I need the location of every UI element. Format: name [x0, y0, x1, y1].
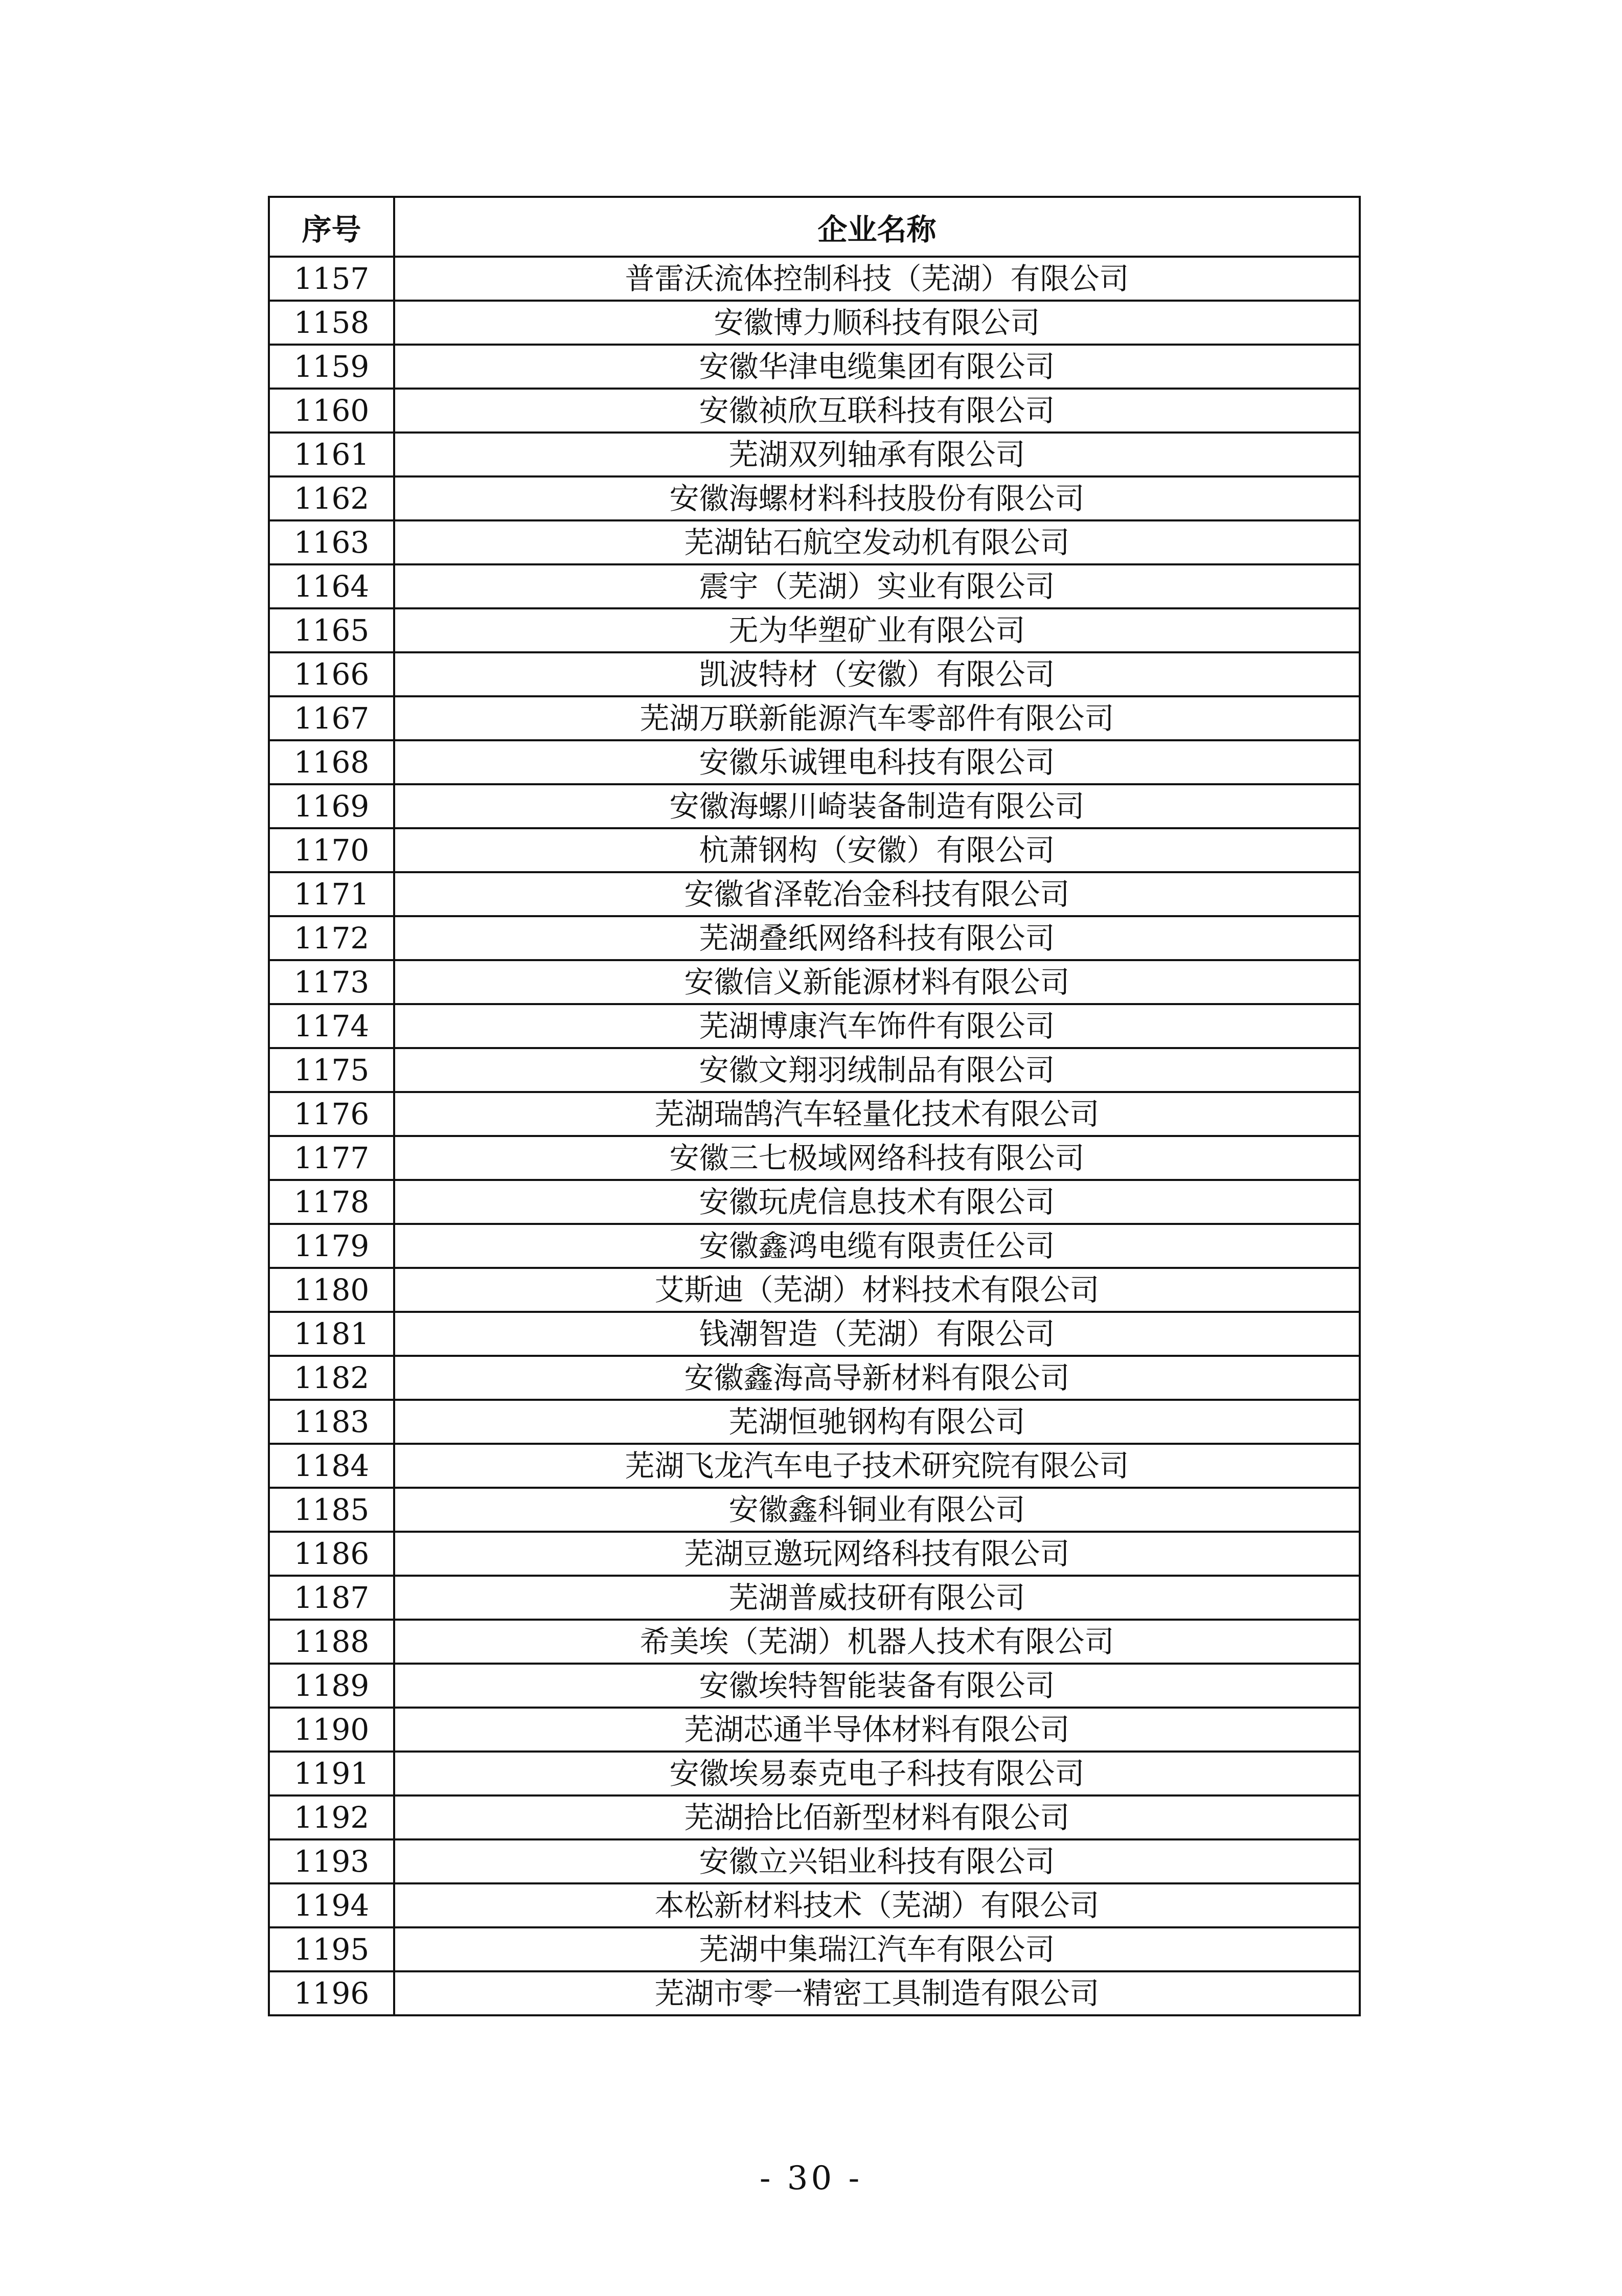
company-name-cell: 安徽立兴铝业科技有限公司 [394, 1839, 1360, 1883]
table-row [269, 520, 1360, 564]
table-row [269, 1400, 1360, 1444]
company-name-cell: 震宇（芜湖）实业有限公司 [394, 564, 1360, 608]
table-row [269, 1708, 1360, 1752]
company-name-cell: 安徽海螺材料科技股份有限公司 [394, 476, 1360, 520]
company-name-cell: 安徽鑫科铜业有限公司 [394, 1488, 1360, 1532]
serial-number-cell: 1172 [269, 916, 394, 960]
table-row [269, 696, 1360, 740]
company-name-cell: 安徽埃特智能装备有限公司 [394, 1664, 1360, 1708]
table-row [269, 1356, 1360, 1400]
company-name-cell: 安徽文翔羽绒制品有限公司 [394, 1048, 1360, 1092]
serial-number-cell: 1180 [269, 1268, 394, 1312]
serial-number-cell: 1190 [269, 1708, 394, 1752]
table-row [269, 476, 1360, 520]
table-row [269, 433, 1360, 476]
company-name-cell: 芜湖飞龙汽车电子技术研究院有限公司 [394, 1444, 1360, 1488]
serial-number-cell: 1194 [269, 1883, 394, 1927]
table-row [269, 1004, 1360, 1048]
serial-number-cell: 1176 [269, 1092, 394, 1136]
serial-number-cell: 1168 [269, 740, 394, 784]
table-row [269, 1620, 1360, 1664]
table-row [269, 1136, 1360, 1180]
table-row [269, 257, 1360, 301]
company-name-cell: 安徽华津电缆集团有限公司 [394, 345, 1360, 389]
company-name-cell: 普雷沃流体控制科技（芜湖）有限公司 [394, 257, 1360, 301]
table-row [269, 389, 1360, 433]
table-row [269, 784, 1360, 828]
serial-number-cell: 1157 [269, 257, 394, 301]
table-row [269, 608, 1360, 652]
company-name-cell: 安徽海螺川崎装备制造有限公司 [394, 784, 1360, 828]
serial-number-cell: 1166 [269, 652, 394, 696]
serial-number-cell: 1169 [269, 784, 394, 828]
company-name-cell: 芜湖叠纸网络科技有限公司 [394, 916, 1360, 960]
serial-number-cell: 1192 [269, 1795, 394, 1839]
serial-number-cell: 1158 [269, 301, 394, 345]
company-name-cell: 钱潮智造（芜湖）有限公司 [394, 1312, 1360, 1356]
table-row [269, 1048, 1360, 1092]
table-row [269, 1971, 1360, 2015]
header-serial-number: 序号 [269, 197, 394, 257]
serial-number-cell: 1188 [269, 1620, 394, 1664]
table-row [269, 1664, 1360, 1708]
company-name-cell: 芜湖市零一精密工具制造有限公司 [394, 1971, 1360, 2015]
serial-number-cell: 1170 [269, 828, 394, 872]
company-name-cell: 凯波特材（安徽）有限公司 [394, 652, 1360, 696]
table-row [269, 1092, 1360, 1136]
company-name-cell: 芜湖拾比佰新型材料有限公司 [394, 1795, 1360, 1839]
serial-number-cell: 1164 [269, 564, 394, 608]
company-name-cell: 芜湖豆邀玩网络科技有限公司 [394, 1532, 1360, 1576]
table-row [269, 1180, 1360, 1224]
company-name-cell: 本松新材料技术（芜湖）有限公司 [394, 1883, 1360, 1927]
company-name-cell: 安徽博力顺科技有限公司 [394, 301, 1360, 345]
company-name-cell: 安徽玩虎信息技术有限公司 [394, 1180, 1360, 1224]
serial-number-cell: 1193 [269, 1839, 394, 1883]
serial-number-cell: 1165 [269, 608, 394, 652]
table-row [269, 1927, 1360, 1971]
table-row [269, 872, 1360, 916]
company-name-cell: 无为华塑矿业有限公司 [394, 608, 1360, 652]
company-name-cell: 安徽鑫鸿电缆有限责任公司 [394, 1224, 1360, 1268]
table-row [269, 1444, 1360, 1488]
company-table [268, 196, 1361, 2016]
company-name-cell: 希美埃（芜湖）机器人技术有限公司 [394, 1620, 1360, 1664]
company-name-cell: 芜湖中集瑞江汽车有限公司 [394, 1927, 1360, 1971]
serial-number-cell: 1174 [269, 1004, 394, 1048]
company-name-cell: 安徽祯欣互联科技有限公司 [394, 389, 1360, 433]
table-row [269, 1883, 1360, 1927]
serial-number-cell: 1183 [269, 1400, 394, 1444]
table-row [269, 960, 1360, 1004]
company-name-cell: 杭萧钢构（安徽）有限公司 [394, 828, 1360, 872]
serial-number-cell: 1196 [269, 1971, 394, 2015]
serial-number-cell: 1184 [269, 1444, 394, 1488]
serial-number-cell: 1162 [269, 476, 394, 520]
serial-number-cell: 1195 [269, 1927, 394, 1971]
table-row [269, 740, 1360, 784]
page-number: - 30 - [759, 2159, 863, 2197]
company-name-cell: 安徽省泽乾冶金科技有限公司 [394, 872, 1360, 916]
serial-number-cell: 1187 [269, 1576, 394, 1620]
table-row [269, 1224, 1360, 1268]
serial-number-cell: 1186 [269, 1532, 394, 1576]
table-row [269, 564, 1360, 608]
table-body [269, 257, 1360, 2015]
company-name-cell: 芜湖恒驰钢构有限公司 [394, 1400, 1360, 1444]
serial-number-cell: 1177 [269, 1136, 394, 1180]
table-row [269, 1752, 1360, 1795]
company-name-cell: 安徽埃易泰克电子科技有限公司 [394, 1752, 1360, 1795]
company-name-cell: 艾斯迪（芜湖）材料技术有限公司 [394, 1268, 1360, 1312]
serial-number-cell: 1161 [269, 433, 394, 476]
table-row [269, 301, 1360, 345]
company-name-cell: 安徽三七极域网络科技有限公司 [394, 1136, 1360, 1180]
table-row [269, 1532, 1360, 1576]
table-header-row [269, 197, 1360, 257]
company-name-cell: 芜湖双列轴承有限公司 [394, 433, 1360, 476]
serial-number-cell: 1175 [269, 1048, 394, 1092]
serial-number-cell: 1189 [269, 1664, 394, 1708]
serial-number-cell: 1159 [269, 345, 394, 389]
company-name-cell: 芜湖瑞鹄汽车轻量化技术有限公司 [394, 1092, 1360, 1136]
header-company-name: 企业名称 [394, 197, 1360, 257]
table-row [269, 828, 1360, 872]
company-name-cell: 芜湖博康汽车饰件有限公司 [394, 1004, 1360, 1048]
serial-number-cell: 1181 [269, 1312, 394, 1356]
serial-number-cell: 1163 [269, 520, 394, 564]
serial-number-cell: 1167 [269, 696, 394, 740]
serial-number-cell: 1182 [269, 1356, 394, 1400]
table-row [269, 345, 1360, 389]
table-row [269, 652, 1360, 696]
table-row [269, 1312, 1360, 1356]
company-name-cell: 安徽鑫海高导新材料有限公司 [394, 1356, 1360, 1400]
serial-number-cell: 1185 [269, 1488, 394, 1532]
table-row [269, 1839, 1360, 1883]
company-name-cell: 安徽乐诚锂电科技有限公司 [394, 740, 1360, 784]
company-name-cell: 芜湖普威技研有限公司 [394, 1576, 1360, 1620]
serial-number-cell: 1160 [269, 389, 394, 433]
serial-number-cell: 1179 [269, 1224, 394, 1268]
serial-number-cell: 1173 [269, 960, 394, 1004]
table-row [269, 1268, 1360, 1312]
table-row [269, 1795, 1360, 1839]
table-row [269, 916, 1360, 960]
serial-number-cell: 1171 [269, 872, 394, 916]
company-name-cell: 安徽信义新能源材料有限公司 [394, 960, 1360, 1004]
table-row [269, 1488, 1360, 1532]
table-row [269, 1576, 1360, 1620]
company-name-cell: 芜湖芯通半导体材料有限公司 [394, 1708, 1360, 1752]
serial-number-cell: 1178 [269, 1180, 394, 1224]
serial-number-cell: 1191 [269, 1752, 394, 1795]
company-name-cell: 芜湖万联新能源汽车零部件有限公司 [394, 696, 1360, 740]
company-name-cell: 芜湖钻石航空发动机有限公司 [394, 520, 1360, 564]
